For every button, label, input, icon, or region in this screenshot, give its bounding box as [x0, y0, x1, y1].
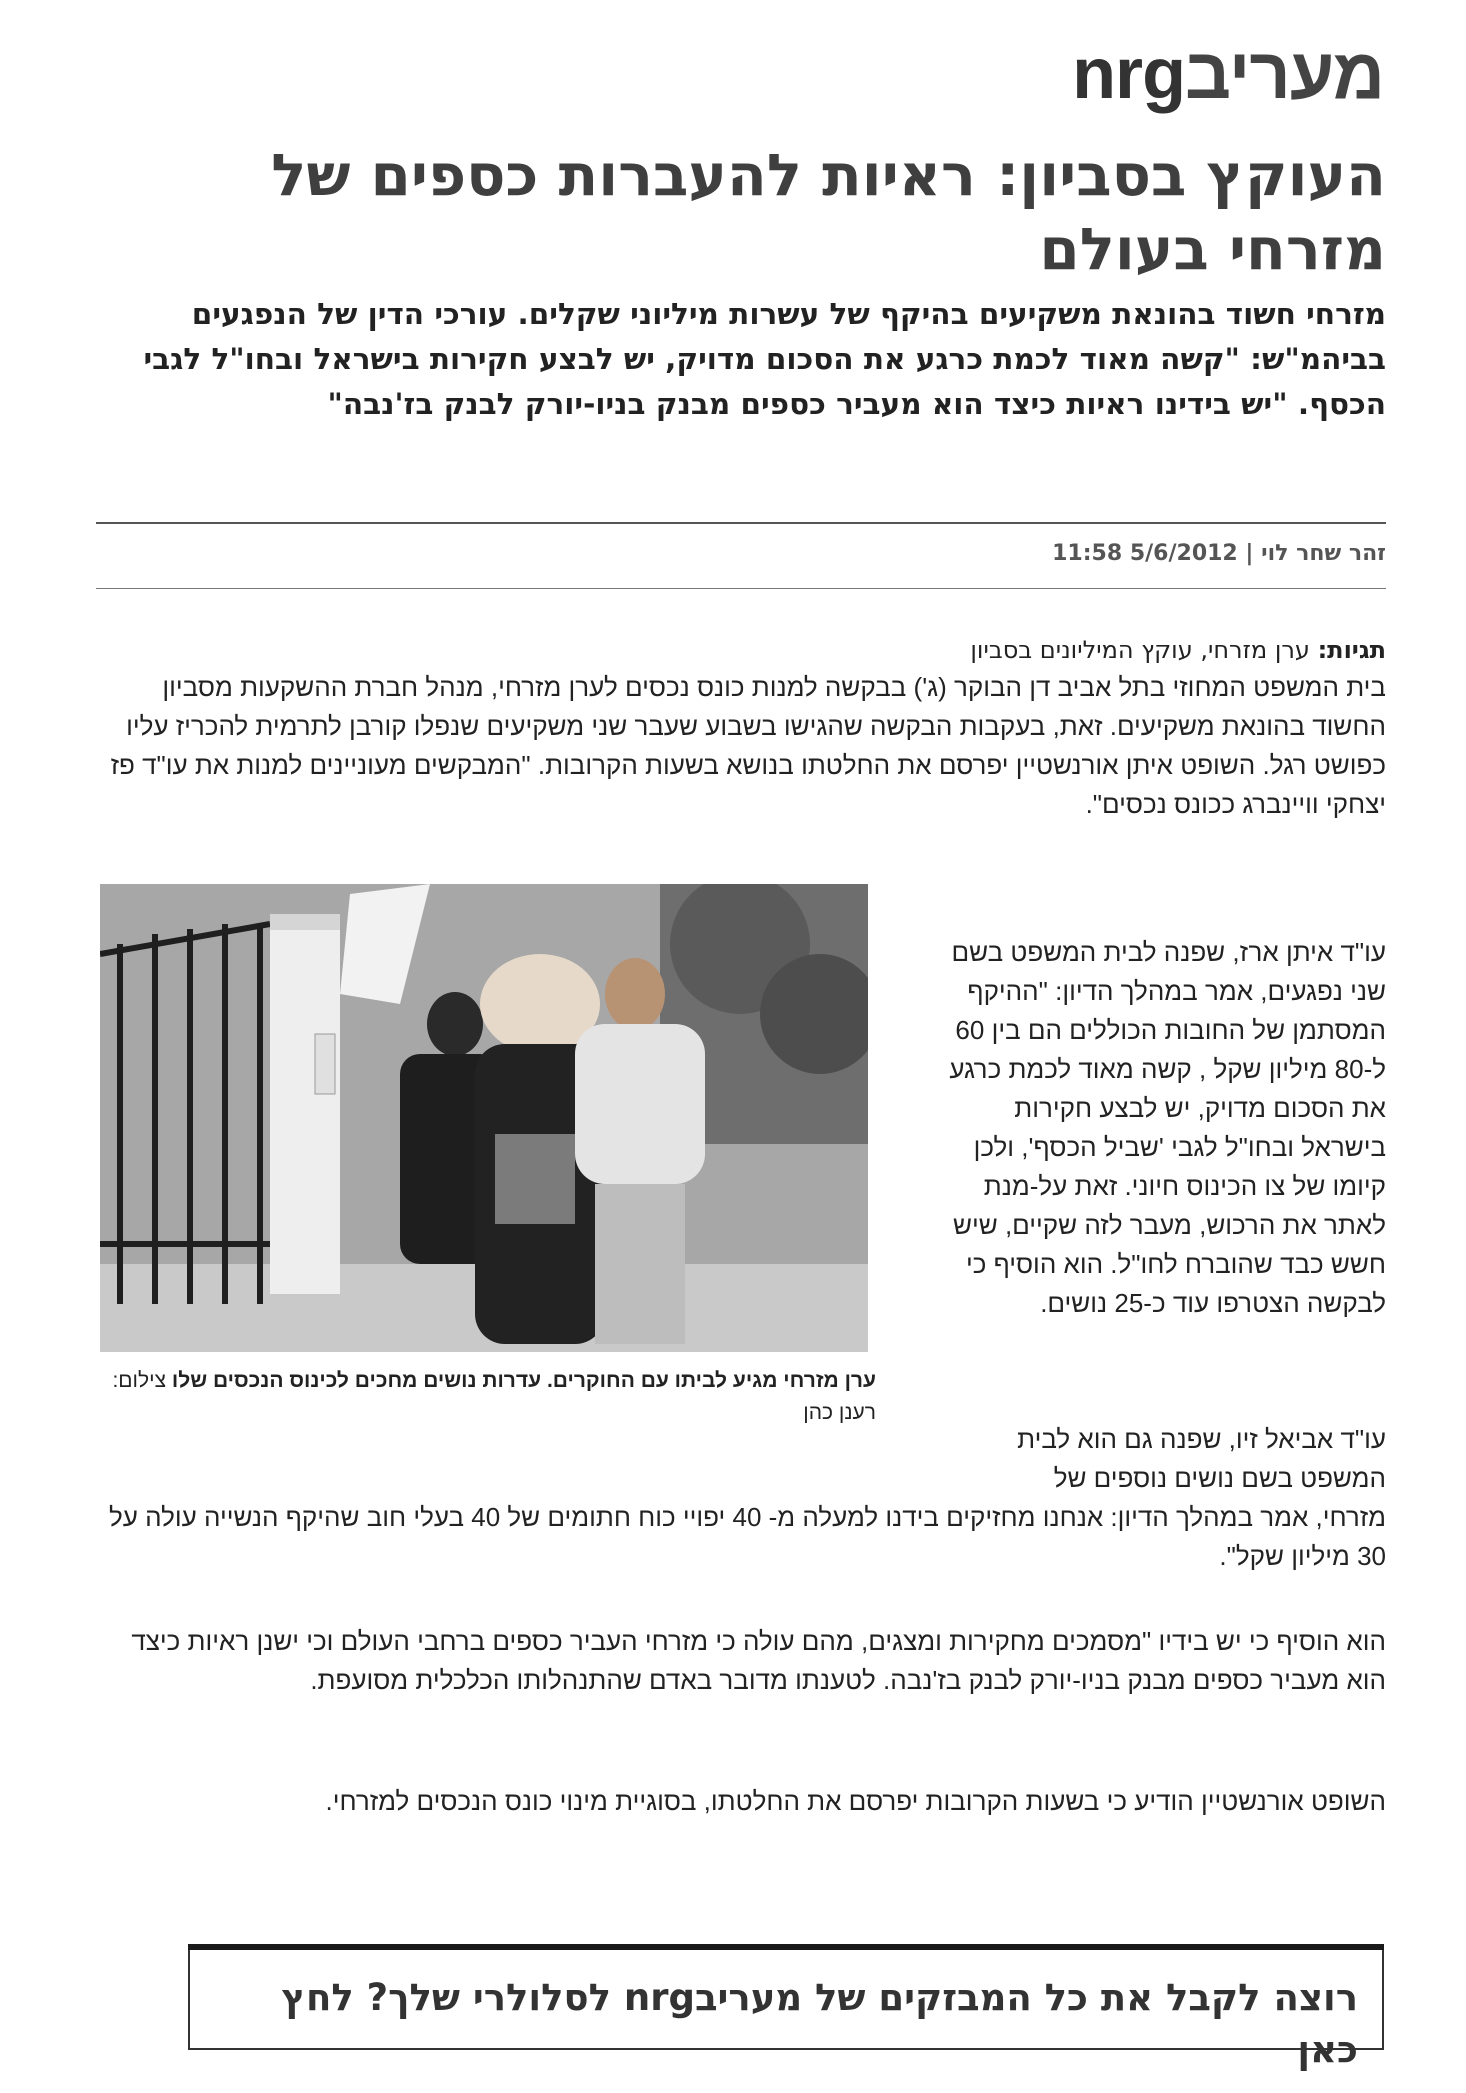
tags-value[interactable]: ערן מזרחי, עוקץ המיליונים בסביון: [970, 636, 1310, 664]
photo-caption: [96, 1365, 876, 1429]
article-paragraph-3-start: עו"ד אביאל זיו, שפנה גם הוא לבית המשפט בשם נושים נוספים של: [1017, 1424, 1386, 1493]
article-paragraph-4: הוא הוסיף כי יש בידיו "מסמכים מחקירות ומצגים, מהם עולה כי מזרחי העביר כספים ברחבי העולם וכי ישנן ראיות כיצד הוא מעביר כספים מבנק בניו-יורק לבנק בז'נבה. לטענתו מדובר באדם שהתנהלותו הכלכלית מסועפת.: [131, 1626, 1386, 1695]
tags-row: [86, 632, 1386, 668]
mobile-alerts-link[interactable]: [258, 1972, 1358, 2076]
divider-bottom: [96, 588, 1386, 589]
article-subtitle: מזרחי חשוד בהונאת משקיעים בהיקף של עשרות מיליוני שקלים. עורכי הדין של הנפגעים בביהמ"ש: "קשה מאוד לכמת כרגע את הסכום מדויק, יש לבצע חקירות בישראל ובחו"ל לגבי הכסף. "יש בידינו ראיות כיצד הוא מעביר כספים מבנק בניו-יורק לבנק בז'נבה": [143, 297, 1386, 421]
article-title: העוקץ בסביון: ראיות להעברות כספים של מזרחי בעולם: [271, 141, 1386, 283]
photo-illustration: [100, 884, 868, 1352]
byline-separator: |: [1237, 541, 1254, 566]
publish-time: 11:58: [1052, 541, 1123, 566]
cta-text-after: לסלולרי שלך? לחץ כאן: [281, 1976, 1358, 2071]
author-name[interactable]: זהר שחר לוי: [1261, 541, 1386, 566]
tags-label: תגיות:: [1317, 636, 1386, 664]
publish-date: 5/6/2012: [1129, 541, 1238, 566]
article-paragraph-3-end: מזרחי, אמר במהלך הדיון: אנחנו מחזיקים בידנו למעלה מ- 40 יפויי כוח חתומים של 40 בעלי חוב שהיקף הנשייה עולה על 30 מיליון שקל".: [109, 1502, 1386, 1571]
byline: [1052, 541, 1386, 566]
divider-top: [96, 522, 1386, 524]
article-photo: [100, 884, 868, 1352]
article-paragraph-1: בית המשפט המחוזי בתל אביב דן הבוקר (ג') בבקשה למנות כונס נכסים לערן מזרחי, מנהל חברת ההשקעות מסביון החשוד בהונאת משקיעים. זאת, בעקבות הבקשה שהגישו בשבוע שעבר שני משקיעים שנפלו קורבן לתרמית להכריז עליו כפושט רגל. השופט איתן אורנשטיין יפרסם את החלטתו בנושא בשעות הקרובות. "המבקשים מעוניינים למנות את עו"ד פז יצחקי וויינברג ככונס נכסים".: [110, 672, 1386, 819]
photo-credit: צילום: רענן כהן: [112, 1369, 876, 1424]
logo-latin: nrg: [1072, 34, 1186, 114]
logo-hebrew: מעריב: [1185, 34, 1384, 114]
cta-text-before: רוצה לקבל את כל המבזקים של: [802, 1976, 1358, 2019]
article-paragraph-2: עו"ד איתן ארז, שפנה לבית המשפט בשם שני נפגעים, אמר במהלך הדיון: "ההיקף המסתמן של החובות הכוללים הם בין 60 ל-80 מיליון שקל , קשה מאוד לכמת כרגע את הסכום מדויק, יש לבצע חקירות בישראל ובחו"ל לגבי 'שביל הכסף', ולכן קיומו של צו הכינוס חיוני. זאת על-מנת לאתר את הרכוש, מעבר לזה שקיים, שיש חשש כבד שהוברח לחו"ל. הוא הוסיף כי לבקשה הצטרפו עוד כ-25 נושים.: [949, 937, 1386, 1318]
cta-brand: nrgמעריב: [623, 1976, 803, 2019]
photo-caption-text: ערן מזרחי מגיע לביתו עם החוקרים. עדרות נושים מחכים לכינוס הנכסים שלו: [171, 1369, 876, 1392]
article-paragraph-5: השופט אורנשטיין הודיע כי בשעות הקרובות יפרסם את החלטתו, בסוגיית מינוי כונס הנכסים למזרחי.: [325, 1786, 1386, 1816]
masthead-logo[interactable]: [1072, 34, 1384, 114]
